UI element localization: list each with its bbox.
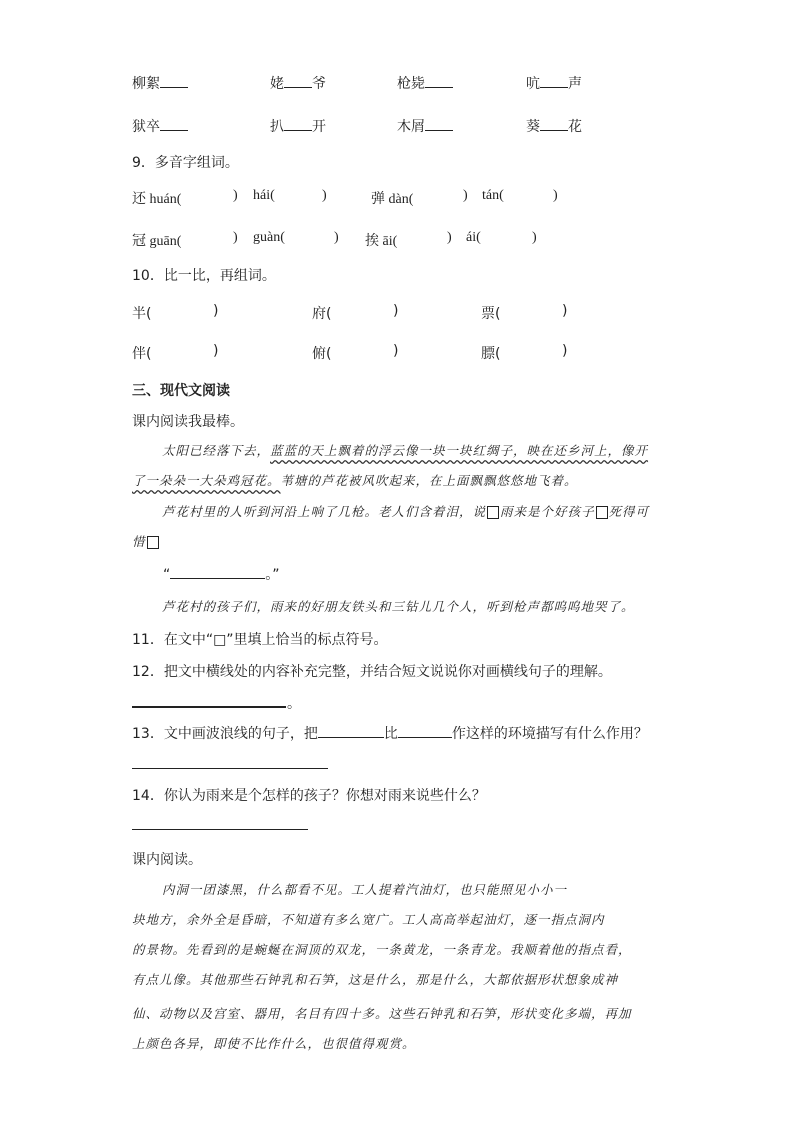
q10-title: 10．比一比，再组词。 <box>132 268 276 284</box>
q8-row2-item4: 葵 花 <box>526 119 582 135</box>
q8-row2-item1: 狱卒 <box>132 116 188 136</box>
q12-end: 。 <box>287 696 301 712</box>
section-title: 三、现代文阅读 <box>132 383 230 399</box>
q10-b3-close: ) <box>562 343 568 359</box>
q9-c6: guàn( <box>253 230 285 245</box>
answer-blank[interactable] <box>425 74 453 88</box>
q9-c6-close: ) <box>334 230 339 245</box>
q10-a2-close: ) <box>393 303 399 319</box>
reading-line-3: 的景物。先看到的是蜿蜒在洞顶的双龙，一条黄龙，一条青龙。我顺着他的指点看， <box>132 942 632 957</box>
reading-line-2: 块地方，余外全是昏暗，不知道有多么宽广。工人高高举起油灯，逐一指点洞内 <box>132 912 605 927</box>
q13-blank-2[interactable] <box>398 724 452 738</box>
subsection-2: 课内阅读。 <box>132 852 202 868</box>
punctuation-box[interactable] <box>487 506 499 519</box>
q9-c4-close: ) <box>553 188 558 203</box>
q9-c2-close: ) <box>322 188 327 203</box>
q9-c5: 冠 guān( <box>132 234 182 249</box>
q9-c2: hái( <box>253 188 275 203</box>
q9-c7-close: ) <box>447 230 452 245</box>
answer-blank[interactable] <box>540 117 568 131</box>
q10-a1: 半( <box>132 306 152 322</box>
q9-c5-close: ) <box>233 230 238 245</box>
reading-line-4: 有点儿像。其他那些石钟乳和石笋，这是什么，那是什么，大都依据形状想象成神 <box>132 972 619 987</box>
answer-blank[interactable] <box>284 117 312 131</box>
q14-answer-line[interactable] <box>132 829 308 830</box>
answer-blank[interactable] <box>160 117 188 131</box>
q11: 11．在文中“□”里填上恰当的标点符号。 <box>132 632 388 648</box>
q10-a3-close: ) <box>562 303 568 319</box>
q8-row1 <box>132 73 188 93</box>
quote-line: “ 。” <box>163 567 280 583</box>
q10-b1-close: ) <box>213 343 219 359</box>
punctuation-box[interactable] <box>596 506 608 519</box>
wavy-sentence: 蓝蓝的天上飘着的浮云像一块一块红绸子，映在还乡河上，像 <box>270 443 635 458</box>
q8-row2-item2: 扒 开 <box>270 119 326 135</box>
answer-blank[interactable] <box>284 74 312 88</box>
reading-line-1: 内洞一团漆黑，什么都看不见。工人提着汽油灯，也只能照见小小一 <box>162 882 568 897</box>
q14: 14．你认为雨来是个怎样的孩子？你想对雨来说些什么？ <box>132 788 486 804</box>
q13-blank-1[interactable] <box>318 724 384 738</box>
q13: 13．文中画波浪线的句子，把 比 作这样的环境描写有什么作用？ <box>132 726 648 742</box>
q10-b2-close: ) <box>393 343 399 359</box>
q10-a3: 票( <box>481 306 501 322</box>
q9-c7: 挨 āi( <box>365 234 398 249</box>
quote-blank[interactable] <box>170 565 265 579</box>
reading-line-6: 上颜色各异，即使不比作什么，也很值得观赏。 <box>132 1036 416 1051</box>
punctuation-box[interactable] <box>147 536 159 549</box>
subsection-1: 课内阅读我最棒。 <box>132 414 244 430</box>
answer-blank[interactable] <box>425 117 453 131</box>
word-liuxu: 柳絮 <box>132 76 160 92</box>
q8-row1-item2: 姥 爷 <box>270 76 326 92</box>
q9-c8-close: ) <box>532 230 537 245</box>
q13-answer-line[interactable] <box>132 768 328 769</box>
q10-b2: 俯( <box>312 346 332 362</box>
q9-c1-close: ) <box>233 188 238 203</box>
q8-row2-item3: 木屑 <box>397 116 453 136</box>
q10-a2: 府( <box>312 306 332 322</box>
q9-c8: ái( <box>466 230 481 245</box>
q9-c3-close: ) <box>463 188 468 203</box>
q8-row1-item3: 枪毙 <box>397 73 453 93</box>
q9-title: 9．多音字组词。 <box>132 155 239 171</box>
q10-a1-close: ) <box>213 303 219 319</box>
passage-paragraph-1: 太阳已经落下去，蓝蓝的天上飘着的浮云像一块一块红绸子，映在还乡河上，像开了一朵朵一大朵鸡冠花。苇塘的芦花被风吹起来，在上面飘飘悠悠地飞着。 <box>132 443 649 488</box>
q9-c3: 弹 dàn( <box>371 192 414 207</box>
q8-row1-item4: 吭 声 <box>526 76 582 92</box>
q10-b3: 膘( <box>481 346 501 362</box>
q12: 12．把文中横线处的内容补充完整，并结合短文说说你对画横线句子的理解。 <box>132 664 612 680</box>
passage-paragraph-3: 芦花村的孩子们，雨来的好朋友铁头和三钻儿几个人，听到枪声都呜呜地哭了。 <box>162 599 635 614</box>
q12-answer-line[interactable] <box>132 706 286 708</box>
answer-blank[interactable] <box>540 74 568 88</box>
answer-blank[interactable] <box>160 74 188 88</box>
q9-c4: tán( <box>482 188 504 203</box>
q10-b1: 伴( <box>132 346 152 362</box>
passage-paragraph-2: 芦花村里的人听到河沿上响了几枪。老人们含着泪，说 雨来是个好孩子 死得可惜 <box>132 504 650 549</box>
reading-line-5: 仙、动物以及宫室、器用，名目有四十多。这些石钟乳和石笋，形状变化多端，再加 <box>132 1006 632 1021</box>
q9-c1: 还 huán( <box>132 192 182 207</box>
